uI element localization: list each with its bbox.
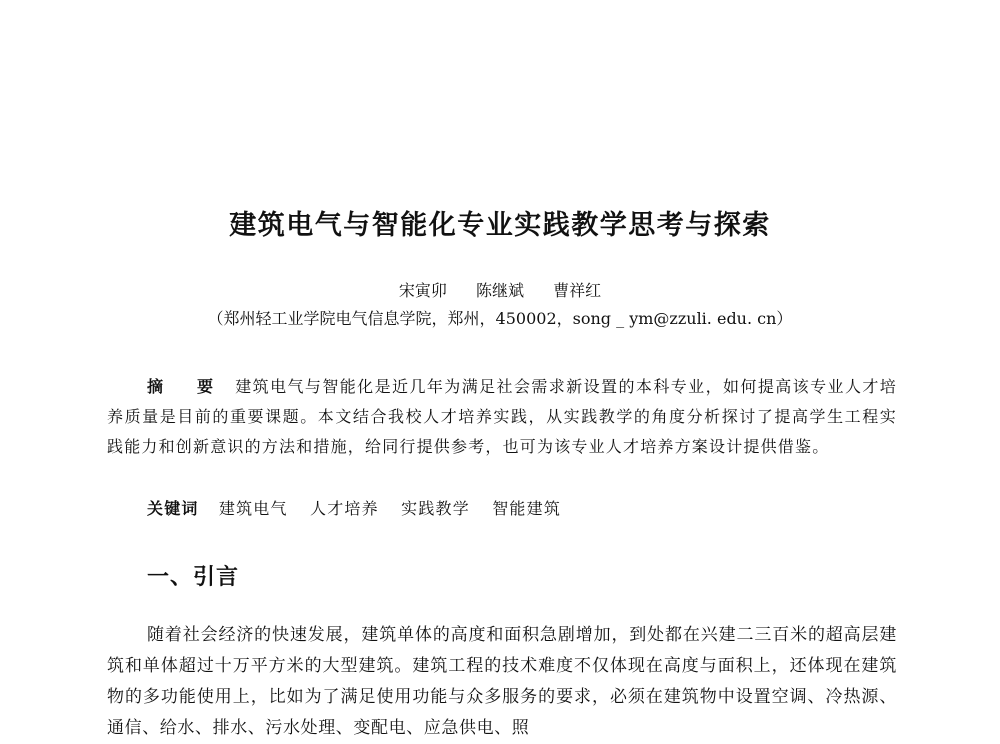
author-name: 曹祥红 — [553, 281, 602, 300]
author-affiliation: （郑州轻工业学院电气信息学院，郑州，450002，song _ ym@zzuli. edu. cn） — [207, 309, 793, 328]
abstract-label: 摘 要 — [147, 377, 228, 396]
author-name: 陈继斌 — [475, 281, 524, 300]
keyword: 实践教学 — [401, 499, 470, 518]
author-name: 宋寅卯 — [398, 281, 447, 300]
body-paragraph: 随着社会经济的快速发展，建筑单体的高度和面积急剧增加，到处都在兴建二三百米的超高层建筑和单体超过十万平方米的大型建筑。建筑工程的技术难度不仅体现在高度与面积上，还体现在建筑物的多功能使用上，比如为了满足使用功能与众多服务的要求，必须在建筑物中设置空调、冷热源、通信、给水、排水、污水处理、变配电、应急供电、照 — [107, 625, 897, 738]
keyword: 智能建筑 — [492, 499, 562, 518]
abstract-text: 建筑电气与智能化是近几年为满足社会需求新设置的本科专业，如何提高该专业人才培养质量是目前的重要课题。本文结合我校人才培养实践，从实践教学的角度分析探讨了提高学生工程实践能力和创新意识的方法和措施，给同行提供参考，也可为该专业人才培养方案设计提供借鉴。 — [107, 377, 897, 456]
section-heading: 一、引言 — [147, 565, 240, 590]
abstract — [107, 372, 897, 462]
keyword: 人才培养 — [310, 499, 379, 518]
keywords — [147, 496, 577, 519]
paper-title: 建筑电气与智能化专业实践教学思考与探索 — [229, 210, 771, 241]
keywords-label: 关键词 — [147, 499, 199, 518]
keyword: 建筑电气 — [218, 499, 288, 518]
author-list — [0, 278, 1000, 301]
